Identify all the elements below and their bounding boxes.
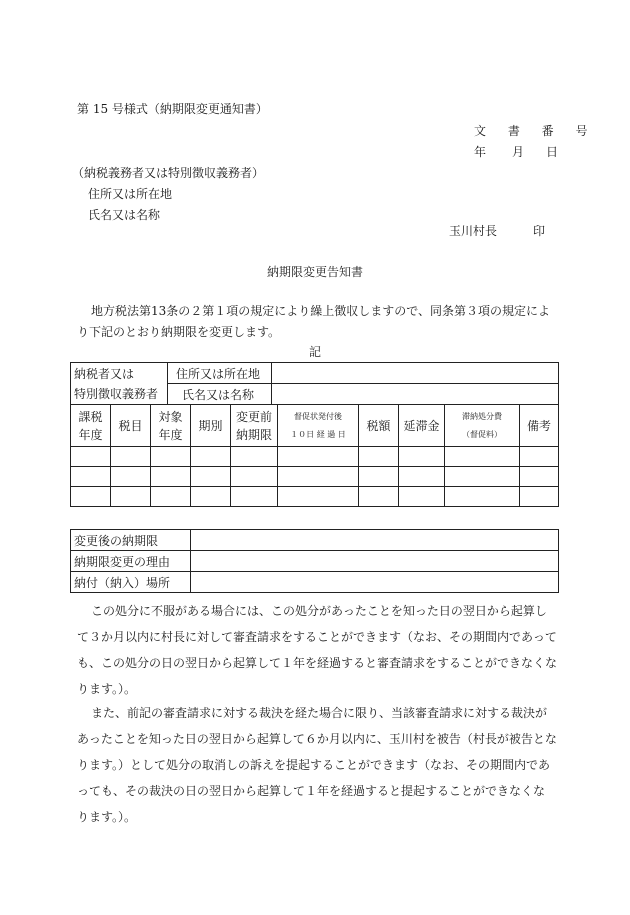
- mayor-name: 玉川村長: [449, 224, 498, 238]
- new-deadline-value: [191, 530, 559, 551]
- table-row: [71, 447, 559, 467]
- reason-value: [191, 551, 559, 572]
- taxpayer-name-value: [272, 384, 559, 405]
- table-row: [71, 467, 559, 487]
- col-reminder-date: 督促状発付後 １０日 経 過 日: [278, 405, 359, 447]
- new-deadline-label: 変更後の納期限: [71, 530, 191, 551]
- ki-heading: 記: [308, 345, 321, 359]
- recipient-address-label: 住所又は所在地: [88, 187, 173, 201]
- taxpayer-table: [70, 362, 559, 405]
- document-title: 納期限変更告知書: [266, 265, 363, 279]
- col-period: 期別: [191, 405, 231, 447]
- taxpayer-label-1: 納税者又は: [71, 363, 168, 384]
- col-disposition-cost: 滞納処分費 （督促料）: [445, 405, 520, 447]
- date-day: 日: [546, 145, 559, 159]
- col-late-fee: 延滞金: [399, 405, 445, 447]
- taxpayer-name-label: 氏名又は名称: [168, 384, 272, 405]
- seal-mark: 印: [533, 224, 546, 238]
- col-tax-amount: 税額: [359, 405, 399, 447]
- taxpayer-address-label: 住所又は所在地: [168, 363, 272, 384]
- table-row: [71, 487, 559, 507]
- intro-paragraph: 地方税法第13条の２第１項の規定により繰上徴収しますので、同条第３項の規定により下記のとおり納期限を変更します。: [77, 304, 551, 339]
- lawsuit-notice: また、前記の審査請求に対する裁決を経た場合に限り、当該審査請求に対する裁決があったことを知った日の翌日から起算して６か月以内に、玉川村を被告（村長が被告となります。）として処分の取消しの訴えを提起することができます（なお、その期間内であっても、その裁決の日の翌日から起算して１年を経過すると提起することができなくなります。）。: [77, 706, 557, 824]
- taxpayer-label-2: 特別徴収義務者: [71, 384, 168, 405]
- recipient-role: （納税義務者又は特別徴収義務者）: [72, 166, 265, 180]
- date-year: 年: [474, 145, 487, 159]
- col-remarks: 備考: [520, 405, 559, 447]
- col-old-deadline: 変更前 納期限: [231, 405, 278, 447]
- issuer: [449, 222, 545, 239]
- reason-label: 納期限変更の理由: [71, 551, 191, 572]
- form-number: 第 15 号様式（納期限変更通知書）: [77, 102, 268, 116]
- recipient-name-label: 氏名又は名称: [88, 208, 161, 222]
- taxpayer-address-value: [272, 363, 559, 384]
- col-tax-item: 税目: [111, 405, 151, 447]
- review-notice: この処分に不服がある場合には、この処分があったことを知った日の翌日から起算して３か月以内に村長に対して審査請求をすることができます（なお、その期間内であっても、この処分の日の翌日から起算して１年を経過すると審査請求をすることができなくなります。）。: [77, 604, 558, 696]
- payment-place-label: 納付（納入）場所: [71, 572, 191, 593]
- col-target-year: 対象 年度: [151, 405, 191, 447]
- col-tax-year: 課税 年度: [71, 405, 111, 447]
- date-month: 月: [512, 145, 525, 159]
- change-table: [70, 529, 559, 593]
- payment-place-value: [191, 572, 559, 593]
- tax-details-table: [70, 404, 559, 507]
- document-number-label: 文 書 番 号: [474, 124, 597, 138]
- recipient-block: [72, 163, 264, 226]
